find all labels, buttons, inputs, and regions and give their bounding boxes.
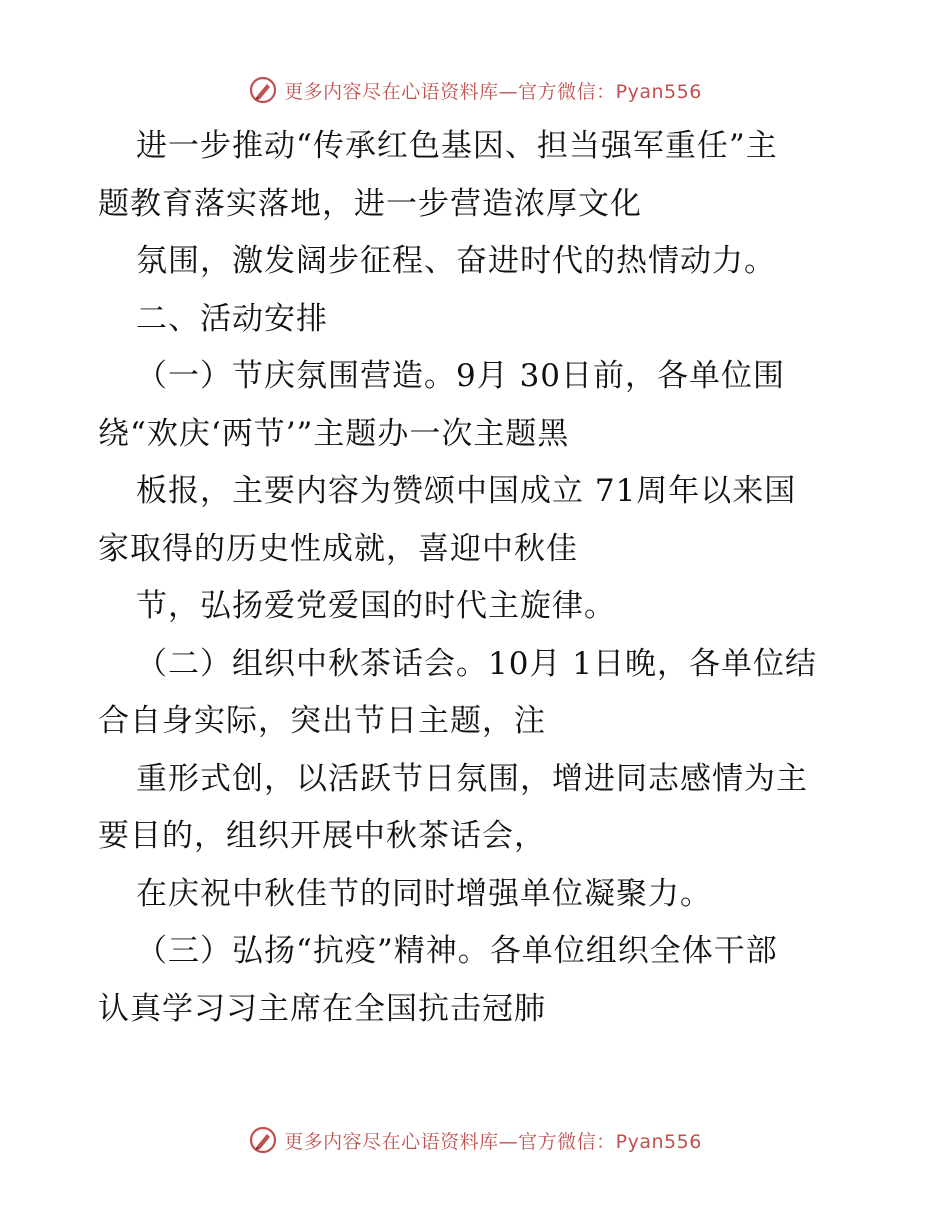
text-line: 绕“欢庆‘两节’”主题办一次主题黑 xyxy=(98,415,570,452)
text-line: 认真学习习主席在全国抗击冠肺 xyxy=(98,990,546,1027)
footer-watermark xyxy=(0,1122,950,1158)
text-line: 重形式创，以活跃节日氛围，增进同志感情为主 xyxy=(136,760,808,797)
text-line: （一）节庆氛围营造。9月 30日前，各单位围 xyxy=(136,358,786,394)
text-line: 节，弘扬爱党爱国的时代主旋律。 xyxy=(136,588,616,624)
document-body xyxy=(98,118,858,1038)
text-line: （三）弘扬“抗疫”精神。各单位组织全体干部 xyxy=(136,933,778,969)
pen-logo-icon xyxy=(248,75,278,105)
text-line: 合自身实际，突出节日主题，注 xyxy=(98,703,546,739)
header-watermark xyxy=(0,72,950,108)
text-line: 进一步推动“传承红色基因、担当强军重任”主 xyxy=(136,128,778,164)
watermark-text: 更多内容尽在心语资料库—官方微信：Pyan556 xyxy=(284,80,702,103)
text-line: （二）组织中秋茶话会。10月 1日晚，各单位结 xyxy=(136,645,818,682)
text-line: 板报，主要内容为赞颂中国成立 71周年以来国 xyxy=(136,473,797,509)
text-line: 在庆祝中秋佳节的同时增强单位凝聚力。 xyxy=(136,875,712,912)
pen-logo-icon xyxy=(248,1125,278,1155)
text-line: 家取得的历史性成就，喜迎中秋佳 xyxy=(98,530,578,567)
text-line: 题教育落实落地，进一步营造浓厚文化 xyxy=(98,185,642,222)
text-line: 二、活动安排 xyxy=(136,300,328,337)
text-line: 要目的，组织开展中秋茶话会， xyxy=(98,818,546,854)
watermark-text: 更多内容尽在心语资料库—官方微信：Pyan556 xyxy=(284,1130,702,1153)
text-line: 氛围，激发阔步征程、奋进时代的热情动力。 xyxy=(136,243,776,279)
